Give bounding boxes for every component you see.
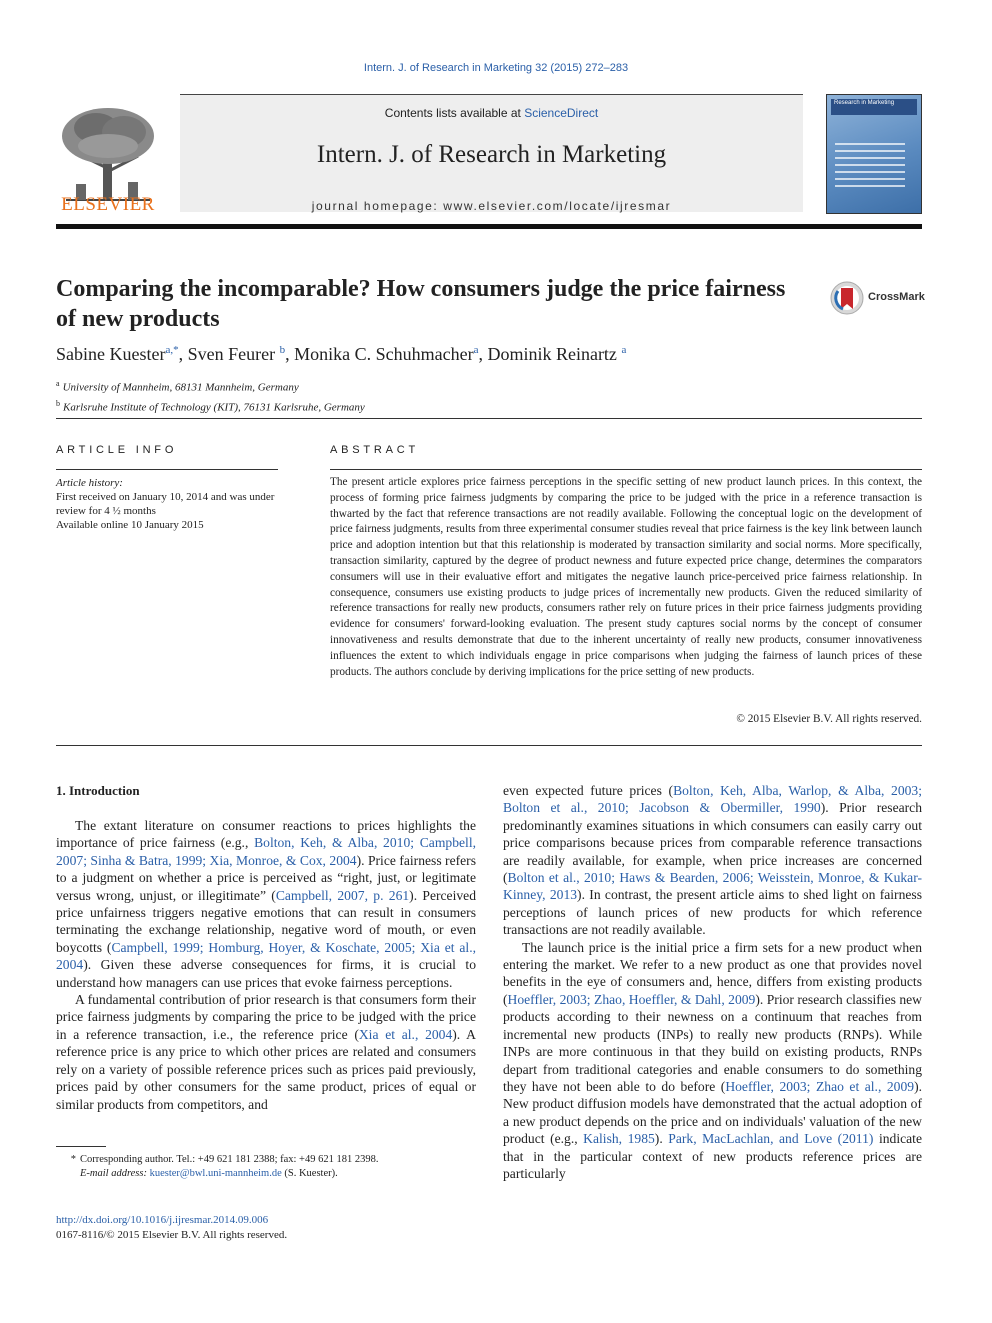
body-text: ). Price fairness refers to a judgment on whether a price is perceived as “right, just, or legitimate versus wrong, unjust, or illegitimate” (: [56, 852, 476, 903]
crossmark-label: CrossMark: [868, 291, 925, 303]
history-item: Available online 10 January 2015: [56, 519, 204, 531]
body-column-left: [56, 817, 476, 1113]
body-text: ). Given these adverse consequences for firms, it is crucial to understand how managers can use prices that evoke fairness perceptions.: [56, 957, 476, 990]
history-title: Article history:: [56, 477, 123, 489]
body-text: indicate that in the particular context of new products reference prices are particularly: [503, 1131, 922, 1181]
body-paragraph: [56, 817, 476, 991]
footnote-line: E-mail address: kuester@bwl.uni-mannheim.de (S. Kuester).: [80, 1168, 338, 1179]
history-item: First received on January 10, 2014 and was under review for 4 ½ months: [56, 491, 275, 517]
elsevier-wordmark: ELSEVIER: [61, 194, 155, 215]
author-affil-mark[interactable]: b: [279, 344, 286, 356]
footnote-line: * Corresponding author. Tel.: +49 621 181 2388; fax: +49 621 181 2398.: [56, 1153, 476, 1167]
email-link[interactable]: kuester@bwl.uni-mannheim.de: [149, 1168, 282, 1179]
affiliation-item: $^a$ University of Mannheim, 68131 Mannheim, Germany: [56, 379, 299, 394]
author-list: Sabine Kuester$^{a,*}$, Sven Feurer $^b$, Monika C. Schuhmacher$^a$, Dominik Reinartz $^a$: [56, 344, 627, 364]
citation-link[interactable]: Hoeffler, 2003; Zhao et al., 2009: [725, 1078, 915, 1094]
journal-banner: [180, 94, 803, 212]
journal-cover-thumbnail[interactable]: [826, 94, 922, 214]
masthead: [56, 94, 922, 222]
cover-title: Research in Marketing: [831, 99, 917, 115]
footnote-rule: [56, 1146, 106, 1147]
citation-link[interactable]: Park, MacLachlan, and Love (2011): [668, 1131, 874, 1147]
crossmark-icon: [830, 281, 864, 315]
journal-homepage[interactable]: journal homepage: www.elsevier.com/locate/ijresmar: [311, 199, 672, 213]
contents-line: Contents lists available at ScienceDirect: [384, 106, 599, 120]
abstract-text: The present article explores price fairness perceptions in the specific setting of new product launch prices. In this context, the process of forming price fairness judgments by comparing the price to be judged with the price in a reference transaction is thwarted by the fact that reference transactions are not readily available. Following the conceptual logic on the development of price fairness judgments, results from three experimental consumer studies reveal that price fairness is the key link between launch price and adoption intention but that this relationship is moderated by transaction similarity and social norms. More specifically, transaction similarity, captured by the degree of product newness and future expected price change, determines the comparators consumers will use in their evaluative effort and mitigates the negative launch price-perceived price fairness relationship. In consequence, consumers use existing products to judge prices of incrementally new products. Given the reduced similarity of reference transactions for really new products, consumers rather rely on future prices in their price fairness judgments providing evidence for consumers' forward-looking evaluation. The present study captures social norms by the concept of consumer innovativeness and results demonstrate that due to the inherent uncertainty of really new products, consumer innovativeness influences the extent to which individuals engage in price comparisons when judging the fairness of launch prices of these products. The authors conclude by deriving implications for the price setting of new products.: [330, 476, 922, 678]
author-name[interactable]: Sven Feurer: [187, 344, 276, 364]
body-text: The extant literature on consumer reactions to prices highlights the importance of price fairness (e.g.,: [56, 818, 476, 851]
body-text: A fundamental contribution of prior research is that consumers form their price fairness judgments by comparing the price to be judged with the price in a reference transaction, i.e., the reference price (: [56, 992, 476, 1042]
citation-link[interactable]: Campbell, 1999; Homburg, Hoyer, & Koschate, 2005; Xia et al., 2004: [56, 939, 476, 973]
body-text: ). Prior research classifies new products according to their newness on a continuum that reaches from incremental new products (INPs) to really new products (RNPs). While INPs are more continuous in that they build on existing products, RNPs depart from traditional categories and enable consumers to do something they have not been able to do before (: [503, 991, 922, 1094]
body-text: ). A reference price is any price to which other prices are related and consumers rely on a variety of possible reference prices such as prices paid previously, prices paid by other consumers for the same product, prices of equal or similar products from competitors, and: [56, 1026, 476, 1112]
footnote: [56, 1153, 476, 1181]
citation-link[interactable]: Hoeffler, 2003; Zhao, Hoeffler, & Dahl, 2009: [507, 991, 756, 1007]
issn-line: 0167-8116/© 2015 Elsevier B.V. All rights reserved.: [56, 1229, 288, 1241]
body-text: ). Perceived price unfairness triggers negative emotions that can result in consumers terminating the exchange relationship, negative word of mouth, or even boycotts (: [56, 887, 476, 955]
body-paragraph: [503, 782, 922, 939]
header-rule: [56, 224, 922, 229]
crossmark-badge[interactable]: [830, 281, 930, 315]
section-heading: 1. Introduction: [56, 783, 140, 798]
cover-decoration: [835, 143, 905, 192]
divider: [56, 418, 922, 419]
author-affil-mark[interactable]: a: [621, 344, 627, 356]
citation-link[interactable]: Bolton, Keh, Alba, Warlop, & Alba, 2003; Bolton et al., 2010; Jacobson & Obermiller, 1990: [503, 783, 923, 816]
article-info-heading: ARTICLE INFO: [56, 444, 178, 456]
article-title: Comparing the incomparable? How consumers judge the price fairness of new products: [56, 276, 786, 332]
body-text: ). New product diffusion models have demonstrated that the actual adoption of a new product depends on the price and on individuals' valuation of the new product (e.g.,: [503, 1078, 922, 1147]
author-name[interactable]: Sabine Kuester: [56, 344, 166, 364]
sciencedirect-link[interactable]: ScienceDirect: [524, 106, 599, 120]
divider: [330, 469, 922, 470]
body-text: ). Prior research predominantly examines situations in which consumers can easily carry out price comparisons because prices from comparable reference transactions are readily available, for example, when price increases are concerned (: [503, 800, 922, 886]
author-name[interactable]: Monika C. Schuhmacher: [294, 344, 474, 364]
divider: [56, 745, 922, 746]
body-text: even expected future prices (: [503, 783, 674, 798]
footnote-mark: *: [70, 1154, 76, 1165]
affiliations: [56, 376, 922, 415]
citation-link[interactable]: Campbell, 2007, p. 261: [275, 887, 410, 903]
citation-link[interactable]: Bolton et al., 2010; Haws & Bearden, 2006; Weisstein, Monroe, & Kukar-Kinney, 2013: [503, 870, 922, 903]
abstract-heading: ABSTRACT: [330, 444, 420, 456]
abstract-copyright: © 2015 Elsevier B.V. All rights reserved.: [736, 713, 922, 725]
citation-link[interactable]: Xia et al., 2004: [358, 1026, 453, 1042]
divider: [56, 469, 278, 470]
journal-name: Intern. J. of Research in Marketing: [316, 141, 667, 168]
author-affil-mark[interactable]: a,*: [165, 344, 179, 356]
body-paragraph: [56, 991, 476, 1113]
body-text: ).: [654, 1131, 669, 1147]
citation-link[interactable]: Kalish, 1985: [583, 1131, 655, 1147]
affiliation-item: $^b$ Karlsruhe Institute of Technology (KIT), 76131 Karlsruhe, Germany: [56, 398, 365, 414]
body-column-right: [503, 782, 922, 1182]
body-text: The launch price is the initial price a firm sets for a new product when entering the market. We refer to a new product as one that provides novel benefits in the eye of consumers and, hence, differs from existing products (: [503, 939, 922, 1007]
author-name[interactable]: Dominik Reinartz: [487, 344, 617, 364]
body-text: ). In contrast, the present article aims to shed light on fairness perceptions of launch prices of new products for which reference transactions are not readily available.: [503, 887, 922, 938]
author-affil-mark[interactable]: a: [473, 344, 479, 356]
body-paragraph: [503, 939, 922, 1183]
running-citation[interactable]: Intern. J. of Research in Marketing 32 (2015) 272–283: [363, 62, 629, 74]
citation-link[interactable]: Bolton, Keh, & Alba, 2010; Campbell, 2007; Sinha & Batra, 1999; Xia, Monroe, & Cox, 2004: [56, 835, 476, 868]
article-history: [56, 476, 278, 532]
doi-link[interactable]: http://dx.doi.org/10.1016/j.ijresmar.2014.09.006: [56, 1214, 269, 1226]
